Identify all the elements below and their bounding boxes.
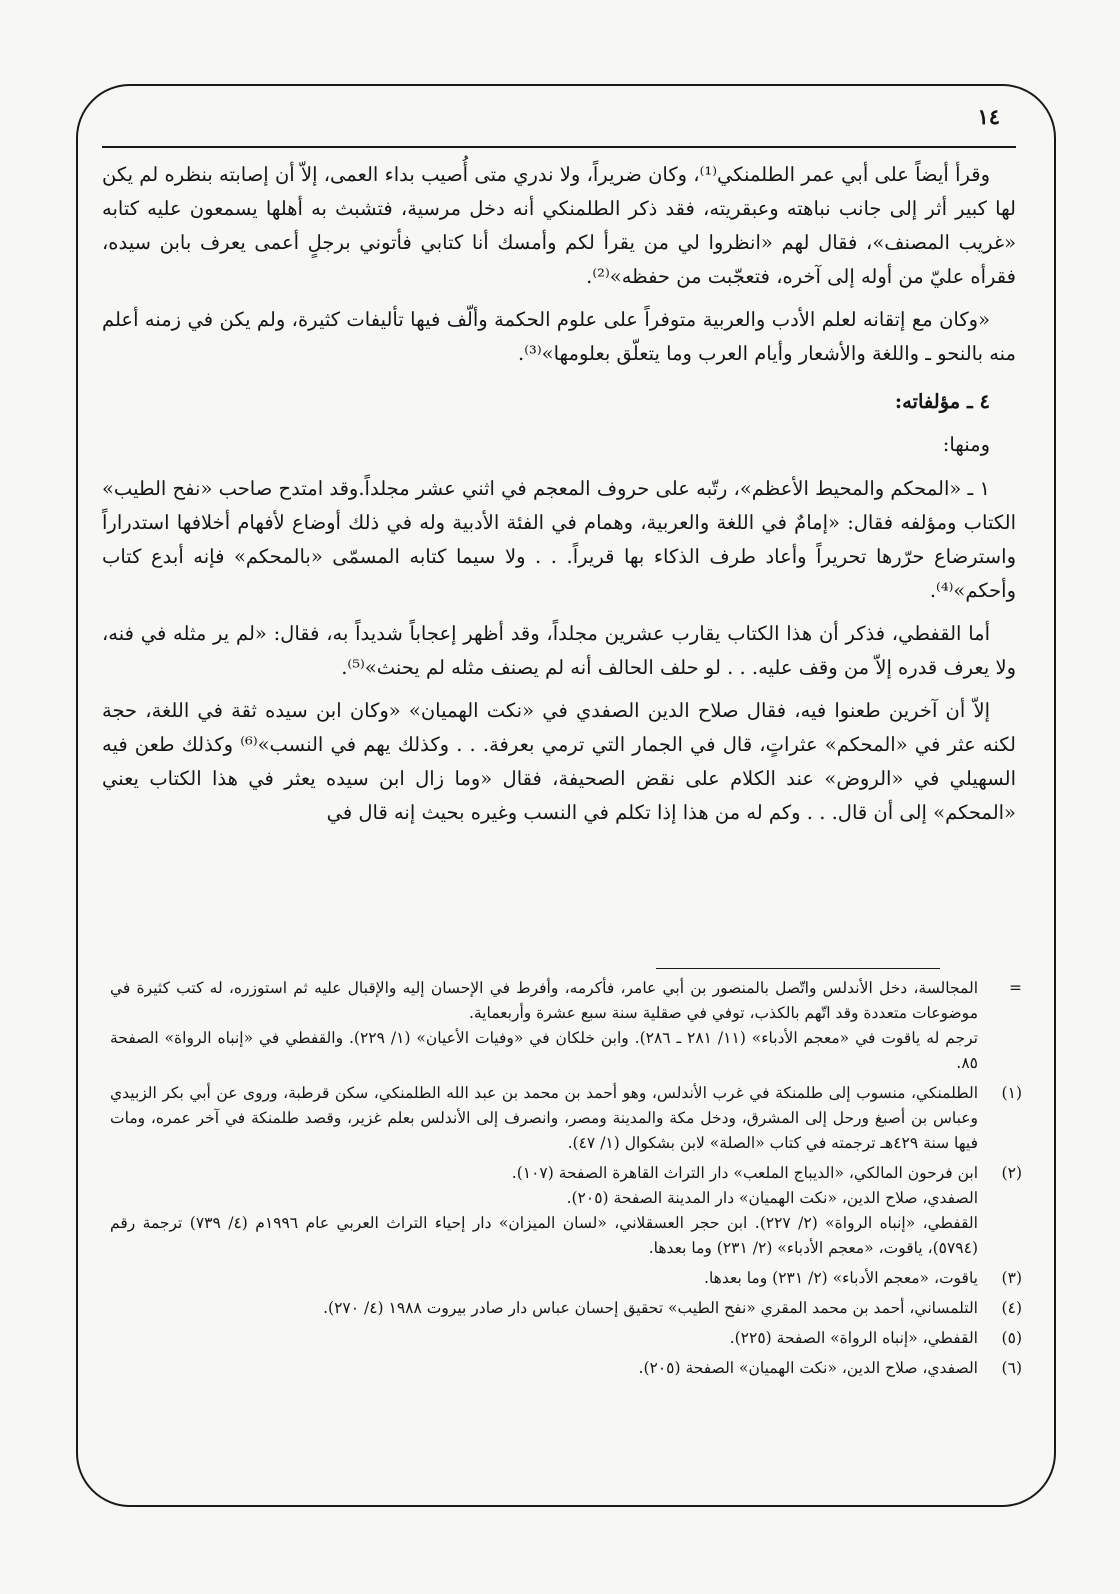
footnote-line: المجالسة، دخل الأندلس واتّصل بالمنصور بن أبي عامر، فأكرمه، وأفرط في الإحسان إليه والإقبال عليه ثم استوزره، له كتب كثيرة في موضوعات متعددة وقد اتّهم بالكذب، توفي في صقلية سنة سبع عشرة وأربعماية. <box>110 979 978 1022</box>
main-text <box>102 158 1016 824</box>
section-heading: ٤ ـ مؤلفاته: <box>894 390 990 413</box>
footnote-text <box>110 1081 978 1156</box>
footnote-text <box>110 1296 978 1321</box>
footnote-text <box>110 1326 978 1351</box>
footnote-line: الصفدي، صلاح الدين، «نكت الهميان» الصفحة (٢٠٥). <box>638 1359 978 1377</box>
page-number: ١٤ <box>977 104 1000 129</box>
footnote-line: القفطي، «إنباه الرواة» (٢/ ٢٢٧). ابن حجر العسقلاني، «لسان الميزان» دار إحياء التراث العربي عام ١٩٩٦م (٤/ ٧٣٩) ترجمة رقم (٥٧٩٤)، ياقوت، «معجم الأدباء» (٢/ ٢٣١) وما بعدها. <box>110 1214 978 1257</box>
paragraph-2: «وكان مع إتقانه لعلم الأدب والعربية متوفراً على علوم الحكمة وألّف فيها تأليفات كثيرة، ولم يكن في زمنه أعلم منه بالنحو ـ واللغة والأشعار وأيام العرب وما يتعلّق بعلومها»⁽³⁾. <box>102 308 1016 365</box>
footnote-line: ياقوت، «معجم الأدباء» (٢/ ٢٣١) وما بعدها. <box>704 1269 978 1287</box>
paragraph-4: أما القفطي، فذكر أن هذا الكتاب يقارب عشرين مجلداً، وقد أظهر إعجاباً شديداً به، فقال: «لم ير مثله في فنه، ولا يعرف قدره إلاّ من وقف عليه. . . لو حلف الحالف أنه لم يصنف مثله لم يحنث»⁽⁵⁾. <box>102 622 1016 679</box>
footnote-line: الصفدي، صلاح الدين، «نكت الهميان» دار المدينة الصفحة (٢٠٥). <box>566 1189 978 1207</box>
footnote-line: الطلمنكي، منسوب إلى طلمنكة في غرب الأندلس، وهو أحمد بن محمد بن عبد الله الطلمنكي، سكن قرطبة، وروى عن أبي بكر الزبيدي وعباس بن أصبغ ورحل إلى المشرق، ودخل مكة والمدينة ومصر، وانصرف إلى الأندلس بعلم غزير، وقصد طلمنكة في آخر عمره، ومات فيها سنة ٤٢٩هـ ترجمته في كتاب «الصلة» لابن بشكوال (١/ ٤٧). <box>110 1084 978 1152</box>
footnote-line: ترجم له ياقوت في «معجم الأدباء» (١١/ ٢٨١ ـ ٢٨٦). وابن خلكان في «وفيات الأعيان» (١/ ٢٢٩). والقفطي في «إنباه الرواة» الصفحة ٨٥. <box>110 1029 978 1072</box>
footnote-text <box>110 1266 978 1291</box>
footnote-item <box>110 976 1022 1076</box>
footnote-marker: (٥) <box>1001 1329 1022 1347</box>
footnote-item <box>110 1161 1022 1261</box>
footnote-marker: (١) <box>1001 1084 1022 1102</box>
footnote-line: القفطي، «إنباه الرواة» الصفحة (٢٢٥). <box>729 1329 978 1347</box>
section-intro: ومنها: <box>942 433 990 456</box>
footnote-item <box>110 1266 1022 1291</box>
footnote-item <box>110 1356 1022 1381</box>
footnote-text <box>110 1356 978 1381</box>
footnote-line: ابن فرحون المالكي، «الديباج الملعب» دار التراث القاهرة الصفحة (١٠٧). <box>511 1164 978 1182</box>
footnote-item <box>110 1081 1022 1156</box>
paragraph-3: ١ ـ «المحكم والمحيط الأعظم»، رتّبه على حروف المعجم في اثني عشر مجلداً.وقد امتدح صاحب «نفح الطيب» الكتاب ومؤلفه فقال: «إمامٌ في اللغة والعربية، وهمام في الفئة الأدبية وله في ذلك أوضاع لأفهام أخلافها استدراراً واسترضاع حرّرها تحريراً وأعاد طرف الذكاء بها قريراً. . . ولا سيما كتابه المسمّى «بالمحكم» فإنه أبدع كتاب وأحكم»⁽⁴⁾. <box>102 477 1016 602</box>
paragraph-5: إلاّ أن آخرين طعنوا فيه، فقال صلاح الدين الصفدي في «نكت الهميان» «وكان ابن سيده ثقة في اللغة، حجة لكنه عثر في «المحكم» عثراتٍ، قال في الجمار التي ترمي بعرفة. . . وكذلك يهم في النسب»⁽⁶⁾ وكذلك طعن فيه السهيلي في «الروض» عند الكلام على نقض الصحيفة، فقال «وما زال ابن سيده يعثر في هذا الكتاب يعني «المحكم» إلى أن قال. . . وكم له من هذا إذا تكلم في النسب وغيره بحيث إنه قال في <box>102 699 1016 824</box>
footnote-marker: (٤) <box>1001 1299 1022 1317</box>
footnote-marker: (٣) <box>1001 1269 1022 1287</box>
footnote-item <box>110 1296 1022 1321</box>
footnote-text <box>110 1161 978 1261</box>
header-rule <box>102 146 1016 148</box>
footnote-marker: (٢) <box>1001 1164 1022 1182</box>
footnote-text <box>110 976 978 1076</box>
footnote-item <box>110 1326 1022 1351</box>
footnote-marker: (٦) <box>1001 1359 1022 1377</box>
footnote-marker: = <box>1009 979 1022 997</box>
footnote-line: التلمساني، أحمد بن محمد المقري «نفح الطيب» تحقيق إحسان عباس دار صادر بيروت ١٩٨٨ (٤/ ٢٧٠). <box>323 1299 978 1317</box>
footnotes <box>110 976 1022 1476</box>
paragraph-1: وقرأ أيضاً على أبي عمر الطلمنكي⁽¹⁾، وكان ضريراً، ولا ندري متى أُصيب بداء العمى، إلاّ أن إصابته بنظره لم يكن لها كبير أثر إلى جانب نباهته وعبقريته، فقد ذكر الطلمنكي أنه دخل مرسية، فتشبث به أهلها يسمعون عليه كتابه «غريب المصنف»، فقال لهم «انظروا لي من يقرأ لكم وأمسك أنا كتابي فأتوني برجلٍ أعمى يعرف بابن سيده، فقرأه عليّ من أوله إلى آخره، فتعجّبت من حفظه»⁽²⁾. <box>102 163 1016 288</box>
footnote-separator <box>656 968 940 969</box>
